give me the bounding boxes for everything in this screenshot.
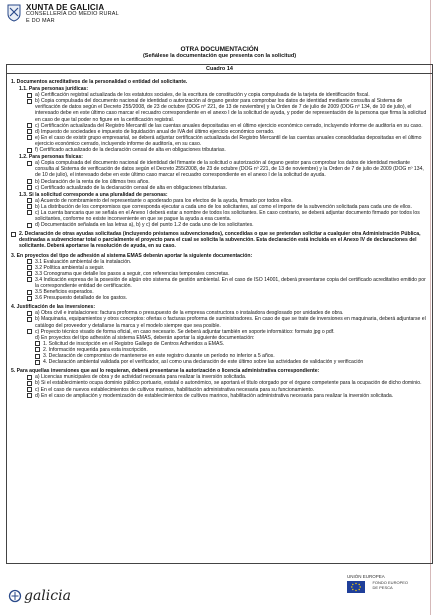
list-item: 3.4 Indicación expresa de la posesión de algún otro sistema de gestión ambiental. En el caso de ISO 14001, deberá presentarse copia del certificado acreditativo emitido por la correspondiente entidad de certificación. [27, 277, 428, 289]
list-item: d) Documentación señalada en las letras a), b) y c) del punto 1.2 de cada uno de los solicitantes. [27, 222, 428, 228]
table-header: Cuadro 14 [7, 65, 432, 74]
list-item: 3.1 Evaluación ambiental de la instalación. [27, 259, 428, 265]
list-item: a) Acuerdo de nombramiento del representante o apoderado para los efectos de la ayuda, firmado por todos ellos. [27, 198, 428, 204]
checkbox[interactable] [27, 93, 32, 98]
fund-line-1: FONDO EUROPEO [372, 580, 409, 585]
list-item: b) Copia compulsada del documento nacional de identidad o autorización al órgano gestor para comprobar los datos de identidad mediante consulta al Sistema de verificación de datos según el Decreto 255/2008, de 23 de octubre (DOG nº 221, de 13 de noviembre) y la Orden de 7 de julio de 2009 (DOG nº 134, de 10 de julio), el interesado debe en este último caso marcar el recuadro correspondiente en el anexo I de la solicitud de ayuda, y poder de representación de la persona que firma la solicitud en caso de que tal poder no figure en la certificación registral. [27, 98, 428, 122]
list-item: 2. Información requerida para esta inscripción. [35, 347, 428, 353]
list-item: a) Copia compulsada del documento nacional de identidad del firmante de la solicitud o autorización al órgano gestor para comprobar los datos de identidad mediante consulta al Sistema de verificación de datos según el Decreto 255/2008, de 23 de octubre (DOG nº 221, de 13 de noviembre) y la Orden de 7 de julio de 2009 (DOG nº 134, de 10 de julio), el interesado debe en este último caso marcar el recuadro correspondiente en el anexo I de la solicitud de ayuda. [27, 160, 428, 178]
checkbox[interactable] [27, 99, 32, 104]
list-item: b) Si el establecimiento ocupa dominio público portuario, estatal o autonómico, se aportará el título otorgado por el órgano competente para la ocupación de dicho dominio. [27, 380, 428, 386]
page-footer [0, 566, 439, 615]
checkbox[interactable] [27, 123, 32, 128]
list-item: e) En el caso de existir grupo empresarial, se deberá adjuntar certificación actualizada del Registro Mercantil de las cuentas anuales consolidadas depositadas en el último ejercicio económico cerrado, incluyendo informe de auditoría, en su caso. [27, 135, 428, 147]
document-subtitle: (Señálese la documentación que presenta con la solicitud) [142, 53, 297, 59]
checkbox[interactable] [27, 290, 32, 295]
checkbox[interactable] [35, 354, 40, 359]
list-item: 4. Declaración ambiental validada por el verificador, así como una declaración de este último sobre las actividades de validación y verificación [35, 359, 428, 365]
document-title-block [0, 46, 439, 59]
list-item: d) Impuesto de sociedades e impuesto de liquidación anual de IVA del último ejercicio económico cerrado. [27, 129, 428, 135]
list-item: b) Maquinaria, equipamientos y otros conceptos: ofertas o facturas proforma de suministradores. En caso de que se trate de inversiones en maquinaria, deberá adjuntarse el catálogo del proveedor y detallarse la marca y el modelo siempre que sea posible. [27, 316, 428, 328]
checklist-content [7, 74, 432, 399]
eu-funding-block [347, 574, 408, 597]
list-item: c) Certificado actualizado de la declaración censal de alta en obligaciones tributarias. [27, 185, 428, 191]
list-item: c) Certificación actualizada del Registro Mercantil de las cuentas anuales depositadas en el último ejercicio económico cerrado, incluyendo informe de auditoría en su caso. [27, 123, 428, 129]
checkbox[interactable] [27, 375, 32, 380]
documentation-table [6, 64, 433, 564]
eu-flag-icon [347, 581, 365, 593]
list-item: a) Licencias municipales de obra y de actividad necesaria para realizar la inversión solicitada. [27, 374, 428, 380]
checkbox[interactable] [27, 161, 32, 166]
checkbox[interactable] [27, 210, 32, 215]
checkbox[interactable] [27, 381, 32, 386]
section-1-heading: 1. Documentos acreditativos de la personalidad o entidad del solicitante. [11, 79, 188, 85]
checkbox[interactable] [27, 204, 32, 209]
galicia-mark-icon [8, 589, 22, 603]
list-item: d) En proyectos del tipo adhesión al sistema EMAS, deberán aportar la siguiente documentación: [35, 334, 255, 341]
galicia-logo [8, 588, 71, 604]
checkbox[interactable] [27, 317, 32, 322]
list-item: c) En el caso de nuevos establecimientos de cultivos marinos, habilitación administrativa necesaria para su funcionamiento. [27, 387, 428, 393]
checkbox[interactable] [27, 329, 32, 334]
checkbox[interactable] [27, 179, 32, 184]
checkbox[interactable] [27, 271, 32, 276]
list-item: d) En el caso de ampliación y modernización de establecimientos de cultivos marinos, habilitación administrativa necesaria para realizar la inversión solicitada. [27, 393, 428, 399]
checkbox[interactable] [35, 360, 40, 365]
list-item: 3.3 Cronograma que detalle los pasos a seguir, con referencias temporales concretas. [27, 271, 428, 277]
list-item: a) Certificación registral actualizada de los estatutos sociales, de la escritura de constitución y copia compulsada de la tarjeta de identificación fiscal. [27, 92, 428, 98]
department-line-2: E DO MAR [26, 18, 55, 24]
checkbox[interactable] [27, 311, 32, 316]
checkbox[interactable] [27, 393, 32, 398]
checkbox[interactable] [27, 387, 32, 392]
checkbox[interactable] [27, 135, 32, 140]
checkbox[interactable] [35, 341, 40, 346]
list-item: a) Obra civil e instalaciones: factura proforma o presupuesto de la empresa constructora o instaladora desglosado por unidades de obra. [27, 310, 428, 316]
list-item: 1. Solicitud de inscripción en el Registro Gallego de Centros Adheridos a EMAS. [35, 341, 428, 347]
brand-title: XUNTA DE GALICIA [26, 3, 105, 12]
checkbox[interactable] [27, 277, 32, 282]
list-item: c) La cuenta bancaria que se señala en el Anexo I deberá estar a nombre de todos los solicitantes. En caso contrario, se deberá adjuntar documento firmado por todos los solicitantes, conforme no existe inconveniente en que se pague la ayuda a esa cuenta. [27, 210, 428, 222]
checkbox[interactable] [27, 259, 32, 264]
list-item: 3.5 Beneficios esperados. [27, 289, 428, 295]
section-1-3-heading: 1.3. Si la solicitud corresponde a una pluralidad de personas: [19, 191, 168, 198]
list-item: 3.6 Presupuesto detallado de los gastos. [27, 295, 428, 301]
department-line-1: CONSELLERÍA DO MEDIO RURAL [26, 11, 119, 17]
list-item: 3. Declaración de compromiso de mantenerse en este registro durante un período no inferior a 5 años. [35, 353, 428, 359]
checkbox[interactable] [27, 185, 32, 190]
page-header [6, 4, 119, 25]
fund-line-2: DE PESCA [372, 584, 393, 590]
checkbox[interactable] [27, 129, 32, 134]
section-5-heading: 5. Para aquellas inversiones que así lo requieran, deberá presentarse la autorización o licencia administrativa correspondiente: [11, 368, 320, 375]
list-item: b) Declaración de la renta de los últimos tres años. [27, 179, 428, 185]
fund-label [372, 581, 408, 590]
section-1-2-heading: 1.2. Para personas físicas: [19, 154, 83, 161]
galicia-wordmark: galicia [24, 588, 71, 604]
checkbox[interactable] [27, 296, 32, 301]
checkbox[interactable] [27, 148, 32, 153]
section-1-1-heading: 1.1. Para personas jurídicas: [19, 86, 89, 93]
section-4-heading: 4. Justificación de las inversiones: [11, 304, 96, 311]
section-2-item: 2. Declaración de otras ayudas solicitadas (incluyendo préstamos subvencionados), concedidas o que se pretendan solicitar a cualquier otra Administración Pública, destinadas a subvencionar total o parcialmente el proyecto para el cual se solicita la subvención. Esta declaración está incluida en el Anexo IV de declaraciones del solicitante. Deberá aportarse la resolución de ayuda, en su caso. [11, 231, 428, 249]
checkbox[interactable] [11, 232, 16, 237]
list-item: b) La distribución de los compromisos que corresponda ejecutar a cada uno de los solicitantes, así como el importe de la subvención solicitada para cada uno de ellos. [27, 204, 428, 210]
eu-label: UNIÓN EUROPEA [347, 574, 385, 579]
list-item: f) Certificado actualizado de la declaración censal de alta en obligaciones tributarias. [27, 147, 428, 153]
section-3-heading: 3. En proyectos del tipo de adhesión al sistema EMAS deberán aportar la siguiente documentación: [11, 252, 253, 259]
document-title: OTRA DOCUMENTACIÓN [180, 46, 259, 53]
list-item: 3.2 Política ambiental a seguir. [27, 265, 428, 271]
checkbox[interactable] [27, 198, 32, 203]
checkbox[interactable] [27, 265, 32, 270]
list-item: c) Proyecto técnico visado de forma oficial, en caso necesario. Se deberá adjuntar también en soporte informático: formato jpg o pdf. [27, 329, 428, 335]
checkbox[interactable] [35, 347, 40, 352]
checkbox[interactable] [27, 223, 32, 228]
xunta-shield-icon [6, 4, 22, 22]
